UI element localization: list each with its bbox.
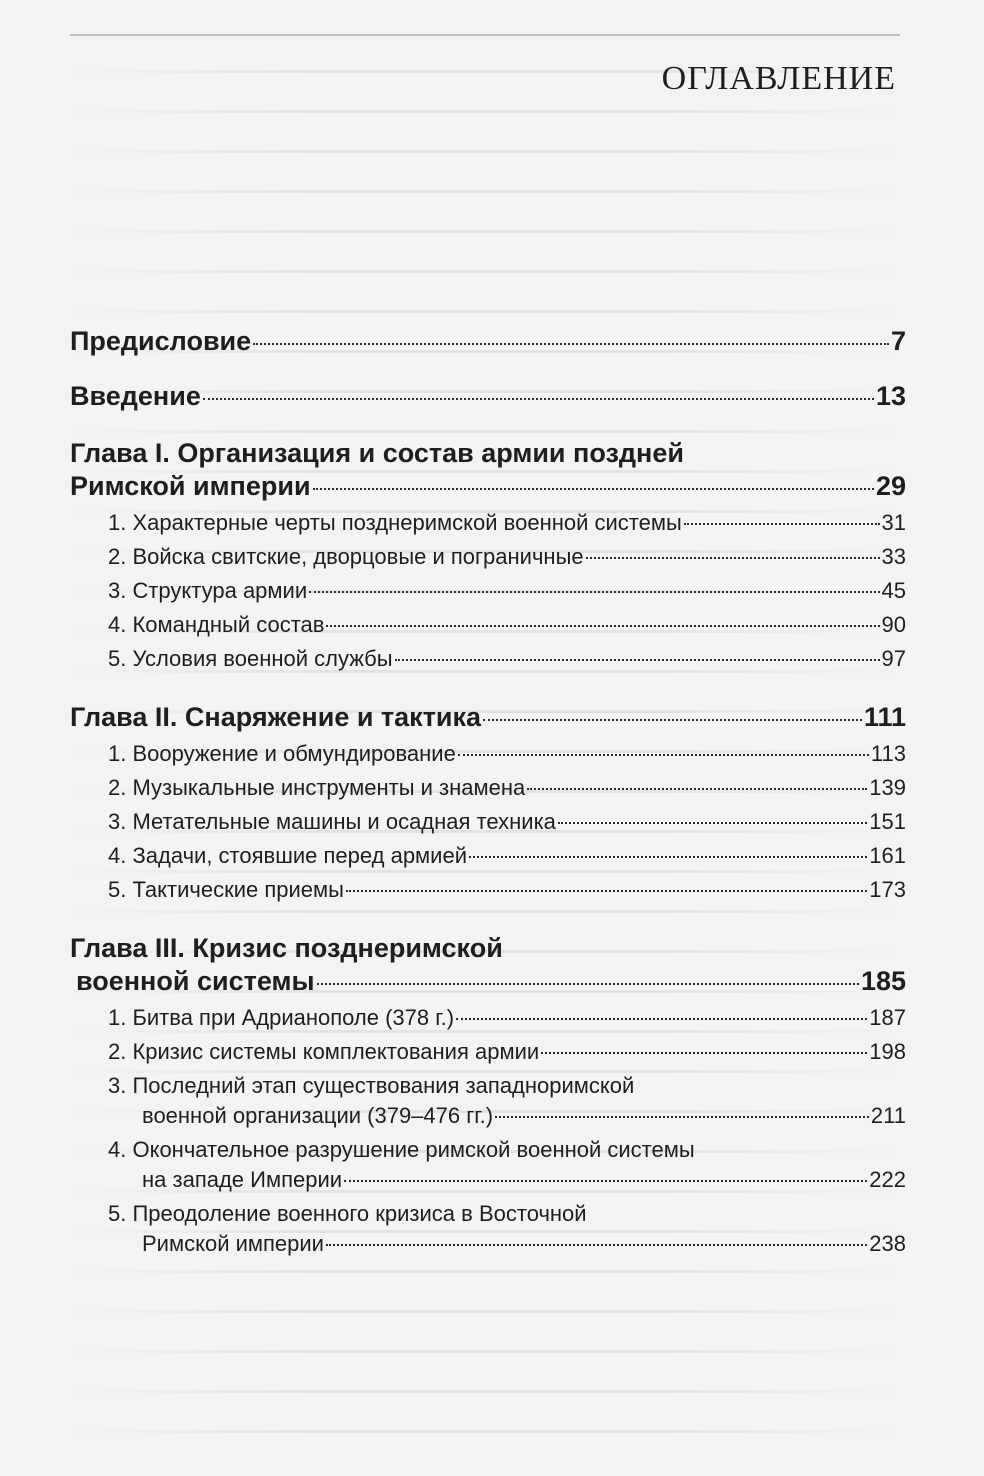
toc-entry-label: 3. Структура армии	[108, 578, 308, 603]
toc-page-number: 111	[863, 702, 906, 732]
dot-leader	[317, 983, 859, 985]
dot-leader	[313, 488, 874, 490]
toc-page-number: 113	[870, 741, 906, 766]
toc-entry-label: 3. Метательные машины и осадная техника	[108, 809, 556, 834]
table-of-contents	[70, 320, 906, 1257]
dot-leader	[346, 890, 867, 892]
toc-entry-label: на западе Империи	[142, 1167, 343, 1192]
toc-entry-2-4[interactable]	[70, 843, 906, 869]
dot-leader	[541, 1052, 867, 1054]
toc-entry-label: Предисловие	[70, 326, 252, 356]
toc-entry-3-3[interactable]	[70, 1073, 906, 1129]
dot-leader	[458, 754, 869, 756]
toc-entry-chapter-1[interactable]	[70, 438, 906, 502]
toc-entry-1-3[interactable]	[70, 578, 906, 604]
toc-page-number: 29	[875, 471, 906, 501]
toc-page-number: 90	[881, 612, 906, 637]
dot-leader	[527, 788, 867, 790]
toc-entry-label: 5. Условия военной службы	[108, 646, 393, 671]
toc-entry-line	[70, 1103, 906, 1129]
toc-entry-label-line1: Глава III. Кризис позднеримской	[70, 933, 503, 963]
toc-entry-2-1[interactable]	[70, 741, 906, 767]
toc-page-number: 45	[881, 578, 906, 603]
toc-page-number: 151	[869, 809, 906, 834]
toc-page-number: 7	[890, 326, 906, 356]
toc-entry-label-line1: Глава I. Организация и состав армии поздней	[70, 438, 684, 468]
toc-entry-1-1[interactable]	[70, 510, 906, 536]
toc-entry-1-5[interactable]	[70, 646, 906, 672]
toc-page-number: 161	[869, 843, 906, 868]
dot-leader	[469, 856, 867, 858]
toc-entry-3-5[interactable]	[70, 1201, 906, 1257]
page-title: ОГЛАВЛЕНИЕ	[661, 60, 896, 97]
toc-entry-introduction[interactable]	[70, 381, 906, 412]
toc-entry-label: Глава II. Снаряжение и тактика	[70, 702, 482, 732]
toc-entry-chapter-2[interactable]	[70, 702, 906, 733]
toc-page-number: 187	[869, 1005, 906, 1030]
toc-entry-3-2[interactable]	[70, 1039, 906, 1065]
toc-entry-label: военной организации (379–476 гг.)	[142, 1103, 494, 1128]
toc-entry-2-5[interactable]	[70, 877, 906, 903]
toc-page-number: 33	[881, 544, 906, 569]
toc-page-number: 31	[881, 510, 906, 535]
toc-entry-line	[70, 471, 906, 502]
toc-entry-label: 5. Тактические приемы	[108, 877, 344, 902]
toc-page-number: 198	[869, 1039, 906, 1064]
toc-page-number: 211	[870, 1103, 906, 1128]
toc-entry-label: 2. Войска свитские, дворцовые и пограничные	[108, 544, 584, 569]
toc-page-number: 139	[869, 775, 906, 800]
toc-entry-1-2[interactable]	[70, 544, 906, 570]
toc-entry-label: 1. Вооружение и обмундирование	[108, 741, 456, 766]
dot-leader	[495, 1116, 869, 1118]
toc-entry-label: военной системы	[76, 966, 315, 996]
toc-entry-label: Римской империи	[70, 471, 311, 501]
toc-entry-label-line1: 3. Последний этап существования западноримской	[108, 1073, 635, 1098]
header-rule	[70, 34, 900, 36]
toc-entry-2-2[interactable]	[70, 775, 906, 801]
dot-leader	[558, 822, 867, 824]
toc-page-number: 97	[881, 646, 906, 671]
dot-leader	[253, 343, 889, 345]
toc-page-number: 185	[860, 966, 906, 996]
toc-entry-line	[70, 1167, 906, 1193]
toc-entry-label: 1. Битва при Адрианополе (378 г.)	[108, 1005, 455, 1030]
toc-entry-2-3[interactable]	[70, 809, 906, 835]
toc-entry-3-1[interactable]	[70, 1005, 906, 1031]
toc-entry-label: 1. Характерные черты позднеримской военной системы	[108, 510, 682, 535]
dot-leader	[326, 625, 879, 627]
dot-leader	[344, 1180, 867, 1182]
toc-entry-1-4[interactable]	[70, 612, 906, 638]
toc-entry-chapter-3[interactable]	[70, 933, 906, 997]
dot-leader	[203, 398, 874, 400]
dot-leader	[483, 719, 862, 721]
toc-entry-line	[70, 966, 906, 997]
toc-entry-label-line1: 4. Окончательное разрушение римской военной системы	[108, 1137, 695, 1162]
toc-entry-preface[interactable]	[70, 326, 906, 357]
toc-page-number: 238	[869, 1231, 906, 1256]
toc-entry-label: 4. Задачи, стоявшие перед армией	[108, 843, 467, 868]
toc-entry-label-line1: 5. Преодоление военного кризиса в Восточной	[108, 1201, 587, 1226]
toc-page-number: 13	[875, 381, 906, 411]
toc-entry-3-4[interactable]	[70, 1137, 906, 1193]
toc-entry-line	[70, 1231, 906, 1257]
dot-leader	[395, 659, 880, 661]
toc-entry-label: 4. Командный состав	[108, 612, 325, 637]
dot-leader	[326, 1244, 867, 1246]
toc-entry-label: Римской империи	[142, 1231, 324, 1256]
dot-leader	[684, 523, 880, 525]
dot-leader	[586, 557, 880, 559]
toc-page-number: 173	[869, 877, 906, 902]
toc-page-number: 222	[869, 1167, 906, 1192]
dot-leader	[456, 1018, 867, 1020]
toc-entry-label: 2. Кризис системы комплектования армии	[108, 1039, 540, 1064]
toc-entry-label: 2. Музыкальные инструменты и знамена	[108, 775, 526, 800]
dot-leader	[309, 591, 879, 593]
toc-entry-label: Введение	[70, 381, 201, 411]
